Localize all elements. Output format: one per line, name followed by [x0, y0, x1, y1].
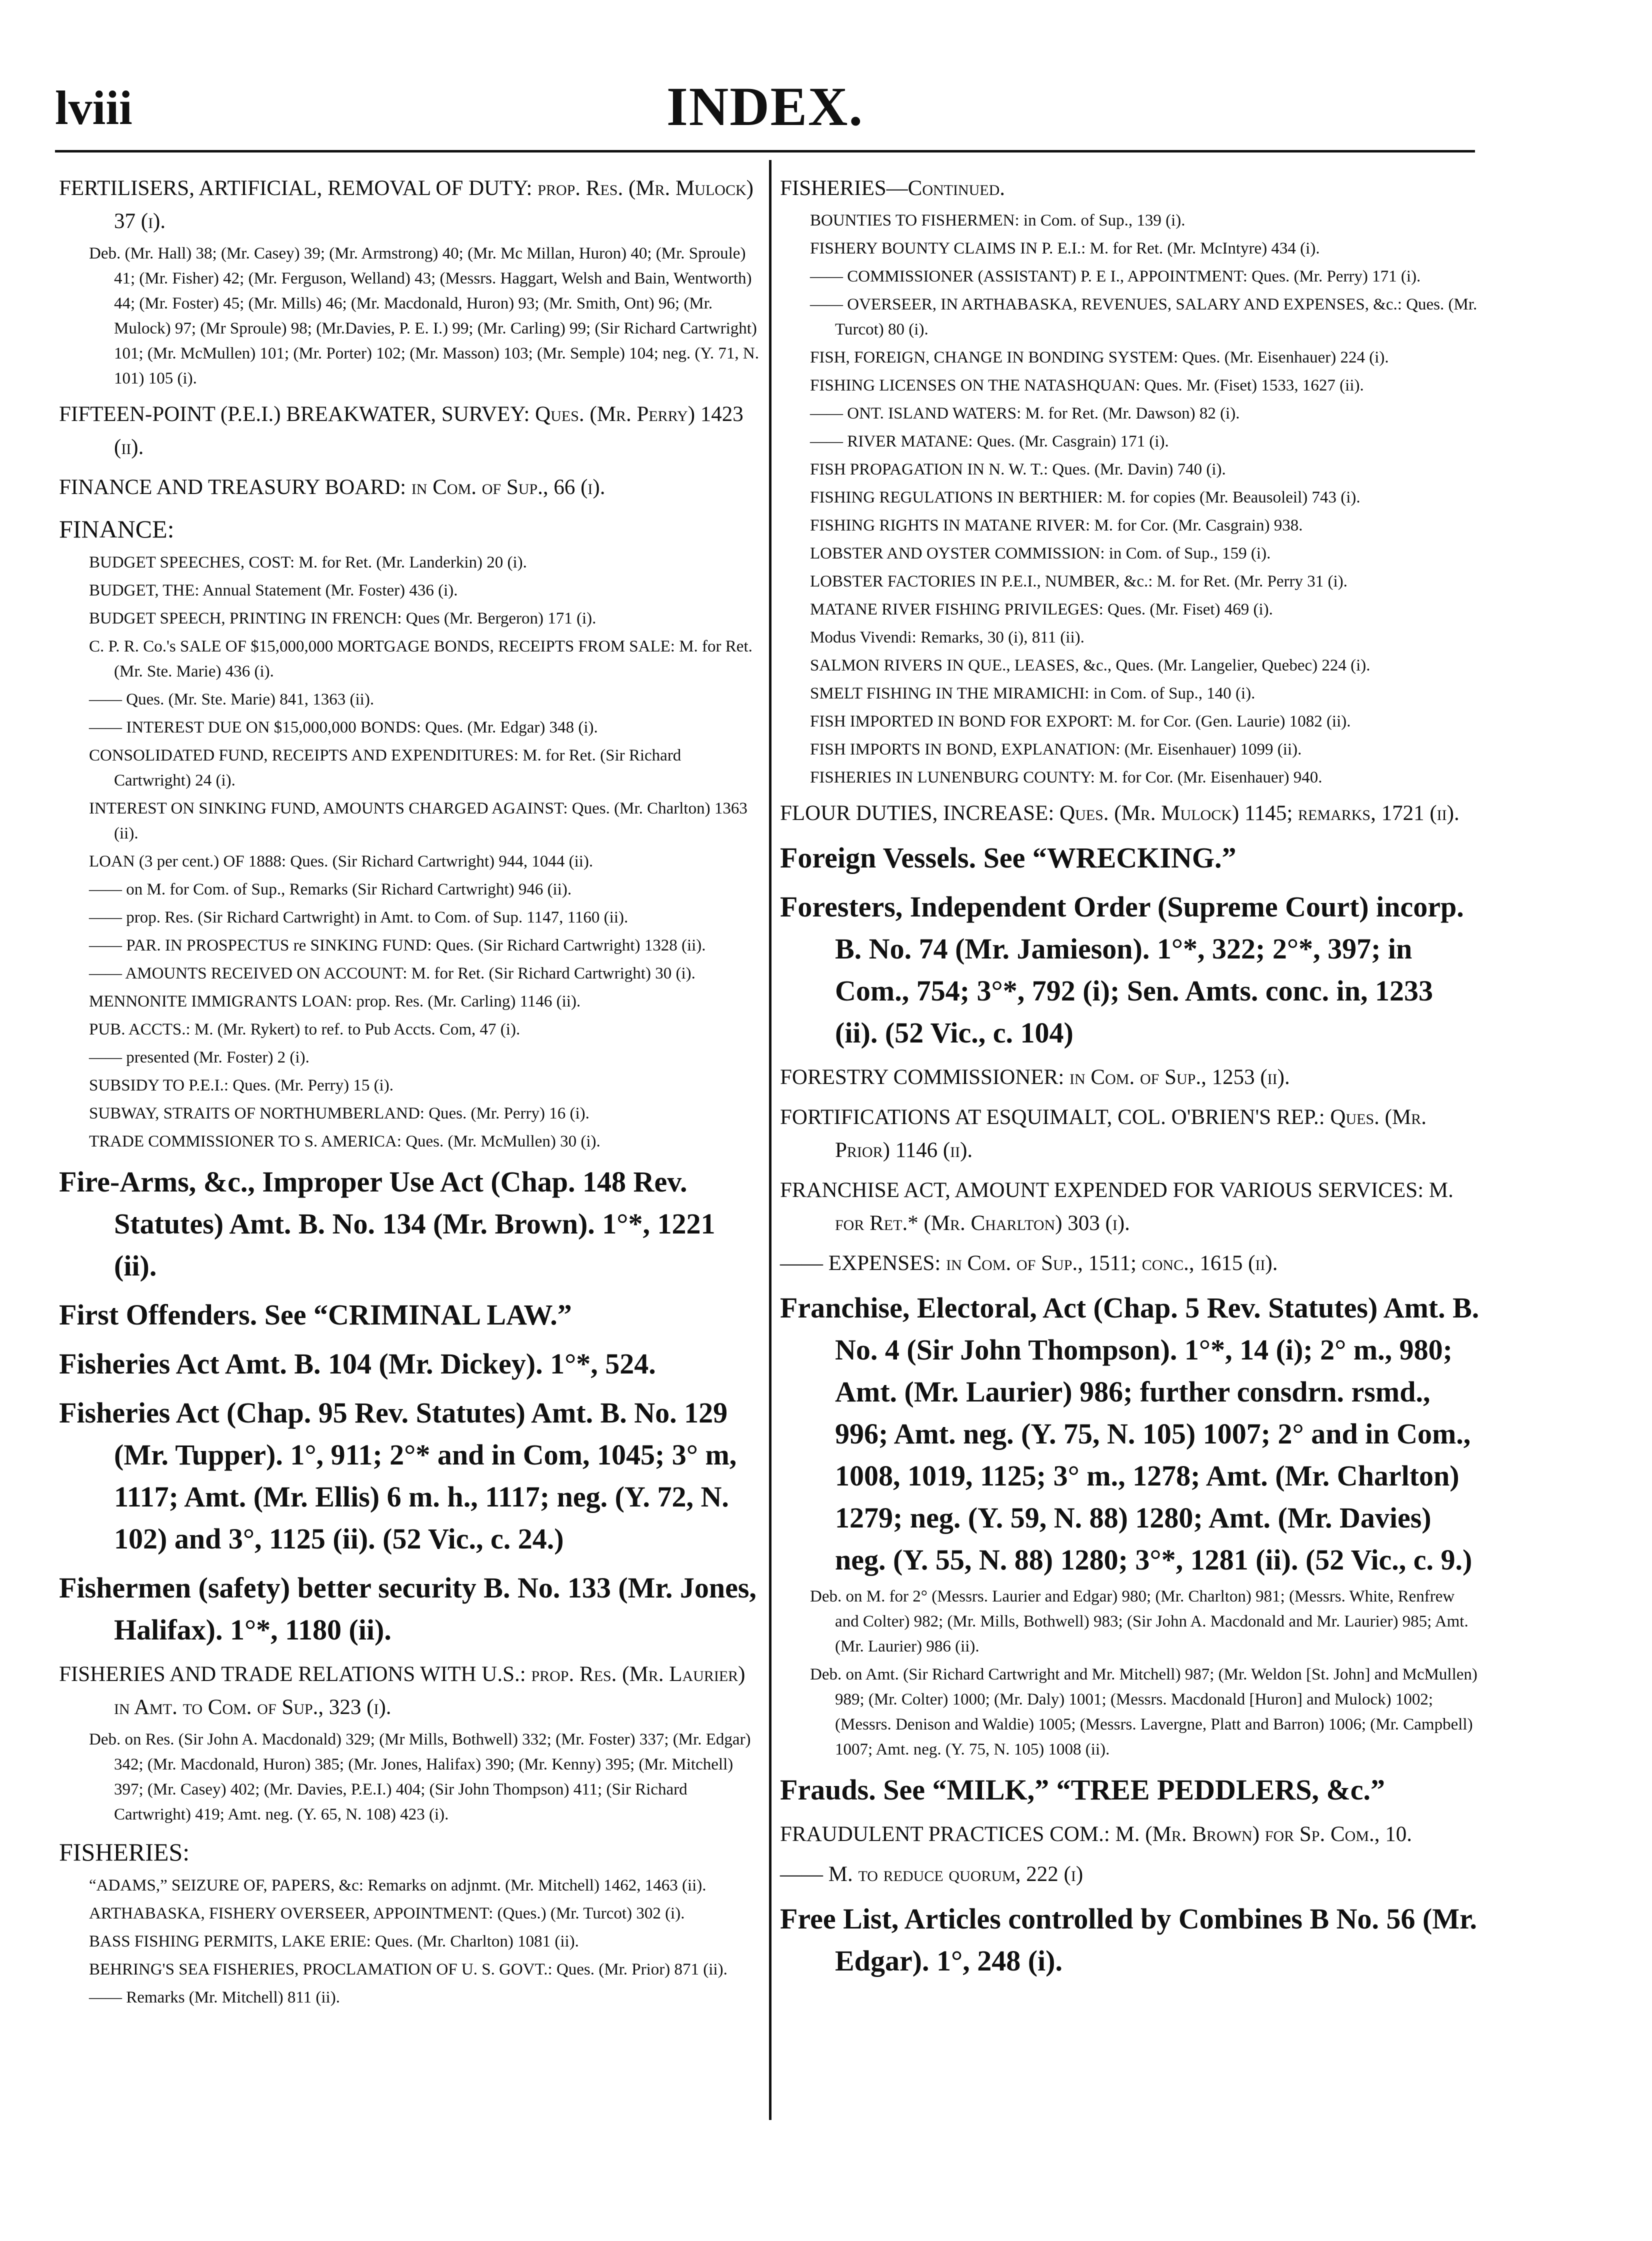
index-entry: —— PAR. IN PROSPECTUS re SINKING FUND: Ques. (Sir Richard Cartwright) 1328 (ii).	[89, 936, 706, 954]
index-entry: Fisheries Act Amt. B. 104 (Mr. Dickey). 1°*, 524.	[59, 1348, 656, 1380]
index-entry: C. P. R. Co.'s SALE OF $15,000,000 MORTGAGE BONDS, RECEIPTS FROM SALE: M. for Ret. (Mr. Ste. Marie) 436 (i).	[89, 638, 752, 680]
index-entry: Deb. on Res. (Sir John A. Macdonald) 329; (Mr Mills, Bothwell) 332; (Mr. Foster) 337; (Mr. Edgar) 342; (Mr. Macdonald, Huron) 385; (Mr. Jones, Halifax) 390; (Mr. Kenny) 395; (Mr. Mitchell) 397; (Mr. Casey) 402; (Mr. Davies, P.E.I.) 404; (Sir John Thompson) 411; (Sir Richard Cartwright) 419; Amt. neg. (Y. 65, N. 108) 423 (i).	[89, 1730, 751, 1824]
index-entry: FIFTEEN-POINT (P.E.I.) BREAKWATER, SURVEY: Ques. (Mr. Perry) 1423 (ii).	[59, 402, 744, 459]
index-entry: FISHERY BOUNTY CLAIMS IN P. E.I.: M. for Ret. (Mr. McIntyre) 434 (i).	[810, 240, 1320, 258]
index-entry: LOBSTER FACTORIES IN P.E.I., NUMBER, &c.: M. for Ret. (Mr. Perry 31 (i).	[810, 572, 1348, 590]
index-entry: FISHING REGULATIONS IN BERTHIER: M. for copies (Mr. Beausoleil) 743 (i).	[810, 488, 1360, 506]
index-entry: ARTHABASKA, FISHERY OVERSEER, APPOINTMENT: (Ques.) (Mr. Turcot) 302 (i).	[89, 1904, 685, 1922]
index-entry: —— Ques. (Mr. Ste. Marie) 841, 1363 (ii).	[89, 690, 374, 708]
index-entry: BUDGET SPEECH, PRINTING IN FRENCH: Ques (Mr. Bergeron) 171 (i).	[89, 610, 596, 628]
index-entry: LOBSTER AND OYSTER COMMISSION: in Com. of Sup., 159 (i).	[810, 544, 1271, 562]
index-entry: FORTIFICATIONS AT ESQUIMALT, COL. O'BRIEN'S REP.: Ques. (Mr. Prior) 1146 (ii).	[780, 1106, 1426, 1162]
index-entry: FISHING LICENSES ON THE NATASHQUAN: Ques. Mr. (Fiset) 1533, 1627 (ii).	[810, 376, 1364, 394]
right-column	[780, 165, 1480, 1982]
index-heading: FISHERIES:	[59, 1838, 190, 1866]
index-entry: Frauds. See “MILK,” “TREE PEDDLERS, &c.”	[780, 1774, 1386, 1806]
index-entry: —— COMMISSIONER (ASSISTANT) P. E I., APPOINTMENT: Ques. (Mr. Perry) 171 (i).	[810, 268, 1421, 286]
index-entry: —— EXPENSES: in Com. of Sup., 1511; conc., 1615 (ii).	[780, 1252, 1278, 1275]
index-entry: BEHRING'S SEA FISHERIES, PROCLAMATION OF U. S. GOVT.: Ques. (Mr. Prior) 871 (ii).	[89, 1960, 728, 1978]
index-entry: FISH IMPORTS IN BOND, EXPLANATION: (Mr. Eisenhauer) 1099 (ii).	[810, 740, 1302, 758]
index-entry: Foresters, Independent Order (Supreme Court) incorp. B. No. 74 (Mr. Jamieson). 1°*, 322; 2°*, 397; in Com., 754; 3°*, 792 (i); Sen. Amts. conc. in, 1233 (ii). (52 Vic., c. 104)	[780, 890, 1464, 1049]
index-entry: FLOUR DUTIES, INCREASE: Ques. (Mr. Mulock) 1145; remarks, 1721 (ii).	[780, 802, 1460, 825]
column-divider	[769, 160, 772, 2120]
index-entry: FISH IMPORTED IN BOND FOR EXPORT: M. for Cor. (Gen. Laurie) 1082 (ii).	[810, 712, 1351, 730]
index-entry: MATANE RIVER FISHING PRIVILEGES: Ques. (Mr. Fiset) 469 (i).	[810, 600, 1273, 618]
index-entry: FISHERIES—Continued.	[780, 176, 1006, 200]
index-entry: Modus Vivendi: Remarks, 30 (i), 811 (ii).	[810, 628, 1084, 646]
index-entry: BOUNTIES TO FISHERMEN: in Com. of Sup., 139 (i).	[810, 212, 1186, 230]
index-entry: —— M. to reduce quorum, 222 (i)	[780, 1862, 1084, 1886]
index-entry: FORESTRY COMMISSIONER: in Com. of Sup., 1253 (ii).	[780, 1066, 1290, 1089]
index-heading: FINANCE:	[59, 515, 174, 543]
index-entry: CONSOLIDATED FUND, RECEIPTS AND EXPENDITURES: M. for Ret. (Sir Richard Cartwright) 24 (i).	[89, 746, 682, 790]
index-entry: Franchise, Electoral, Act (Chap. 5 Rev. Statutes) Amt. B. No. 4 (Sir John Thompson). 1°*, 14 (i); 2° m., 980; Amt. (Mr. Laurier) 986; further consdrn. rsmd., 996; Amt. neg. (Y. 75, N. 105) 1007; 2° and in Com., 1008, 1019, 1125; 3° m., 1278; Amt. (Mr. Charlton) 1279; neg. (Y. 59, N. 88) 1280; Amt. (Mr. Davies) neg. (Y. 55, N. 88) 1280; 3°*, 1281 (ii). (52 Vic., c. 9.)	[780, 1292, 1480, 1576]
index-entry: PUB. ACCTS.: M. (Mr. Rykert) to ref. to Pub Accts. Com, 47 (i).	[89, 1020, 520, 1038]
index-entry: FISHERIES IN LUNENBURG COUNTY: M. for Cor. (Mr. Eisenhauer) 940.	[810, 768, 1322, 786]
left-column	[59, 165, 759, 2010]
index-entry: —— on M. for Com. of Sup., Remarks (Sir Richard Cartwright) 946 (ii).	[89, 880, 572, 898]
index-entry: —— OVERSEER, IN ARTHABASKA, REVENUES, SALARY AND EXPENSES, &c.: Ques. (Mr. Turcot) 80 (i).	[810, 296, 1478, 338]
index-entry: FISH PROPAGATION IN N. W. T.: Ques. (Mr. Davin) 740 (i).	[810, 460, 1226, 478]
index-entry: BASS FISHING PERMITS, LAKE ERIE: Ques. (Mr. Charlton) 1081 (ii).	[89, 1932, 579, 1950]
index-entry: TRADE COMMISSIONER TO S. AMERICA: Ques. (Mr. McMullen) 30 (i).	[89, 1132, 600, 1150]
index-entry: —— prop. Res. (Sir Richard Cartwright) in Amt. to Com. of Sup. 1147, 1160 (ii).	[89, 908, 628, 926]
index-entry: Deb. on Amt. (Sir Richard Cartwright and Mr. Mitchell) 987; (Mr. Weldon [St. John] and McMullen) 989; (Mr. Colter) 1000; (Mr. Daly) 1001; (Messrs. Macdonald [Huron] and Mulock) 1002; (Messrs. Denison and Waldie) 1005; (Messrs. Lavergne, Platt and Barron) 1006; (Mr. Campbell) 1007; Amt. neg. (Y. 75, N. 105) 1008 (ii).	[810, 1666, 1478, 1758]
index-entry: —— AMOUNTS RECEIVED ON ACCOUNT: M. for Ret. (Sir Richard Cartwright) 30 (i).	[89, 964, 696, 982]
index-entry: FISHERIES AND TRADE RELATIONS WITH U.S.: prop. Res. (Mr. Laurier) in Amt. to Com. of Sup., 323 (i).	[59, 1662, 746, 1719]
index-entry: Fisheries Act (Chap. 95 Rev. Statutes) Amt. B. No. 129 (Mr. Tupper). 1°, 911; 2°* and in Com, 1045; 3° m, 1117; Amt. (Mr. Ellis) 6 m. h., 1117; neg. (Y. 72, N. 102) and 3°, 1125 (ii). (52 Vic., c. 24.)	[59, 1396, 737, 1555]
index-entry: —— presented (Mr. Foster) 2 (i).	[89, 1048, 310, 1066]
index-entry: SUBWAY, STRAITS OF NORTHUMBERLAND: Ques. (Mr. Perry) 16 (i).	[89, 1104, 590, 1122]
index-entry: BUDGET SPEECHES, COST: M. for Ret. (Mr. Landerkin) 20 (i).	[89, 554, 527, 572]
index-entry: BUDGET, THE: Annual Statement (Mr. Foster) 436 (i).	[89, 582, 458, 600]
page-number: lviii	[55, 81, 132, 134]
index-entry: First Offenders. See “CRIMINAL LAW.”	[59, 1298, 572, 1331]
index-entry: —— RIVER MATANE: Ques. (Mr. Casgrain) 171 (i).	[810, 432, 1169, 450]
index-entry: LOAN (3 per cent.) OF 1888: Ques. (Sir Richard Cartwright) 944, 1044 (ii).	[89, 852, 594, 870]
index-entry: Fishermen (safety) better security B. No. 133 (Mr. Jones, Halifax). 1°*, 1180 (ii).	[59, 1572, 756, 1646]
page-title: INDEX.	[666, 76, 864, 137]
index-entry: SALMON RIVERS IN QUE., LEASES, &c., Ques. (Mr. Langelier, Quebec) 224 (i).	[810, 656, 1370, 674]
index-entry: INTEREST ON SINKING FUND, AMOUNTS CHARGED AGAINST: Ques. (Mr. Charlton) 1363 (ii).	[89, 800, 748, 842]
index-entry: —— INTEREST DUE ON $15,000,000 BONDS: Ques. (Mr. Edgar) 348 (i).	[89, 718, 598, 736]
index-entry: Free List, Articles controlled by Combines B No. 56 (Mr. Edgar). 1°, 248 (i).	[780, 1902, 1478, 1977]
index-entry: FISHING RIGHTS IN MATANE RIVER: M. for Cor. (Mr. Casgrain) 938.	[810, 516, 1303, 534]
index-entry: Deb. on M. for 2° (Messrs. Laurier and Edgar) 980; (Mr. Charlton) 981; (Messrs. White, Renfrew and Colter) 982; (Mr. Mills, Bothwell) 983; (Sir John A. Macdonald and Mr. Laurier) 985; Amt. (Mr. Laurier) 986 (ii).	[810, 1588, 1468, 1656]
index-entry: FINANCE AND TREASURY BOARD: in Com. of Sup., 66 (i).	[59, 476, 606, 499]
index-entry: SMELT FISHING IN THE MIRAMICHI: in Com. of Sup., 140 (i).	[810, 684, 1256, 702]
index-entry: FRANCHISE ACT, AMOUNT EXPENDED FOR VARIOUS SERVICES: M. for Ret.* (Mr. Charlton) 303 (i).	[780, 1178, 1454, 1235]
header-rule	[55, 150, 1475, 152]
page-header	[55, 75, 1475, 135]
index-entry: SUBSIDY TO P.E.I.: Ques. (Mr. Perry) 15 (i).	[89, 1076, 394, 1094]
index-entry: —— Remarks (Mr. Mitchell) 811 (ii).	[89, 1988, 340, 2006]
index-entry: Foreign Vessels. See “WRECKING.”	[780, 842, 1236, 874]
index-entry: Fire-Arms, &c., Improper Use Act (Chap. 148 Rev. Statutes) Amt. B. No. 134 (Mr. Brown). 1°*, 1221 (ii).	[59, 1166, 716, 1282]
index-entry: FERTILISERS, ARTIFICIAL, REMOVAL OF DUTY: prop. Res. (Mr. Mulock) 37 (i).	[59, 176, 754, 233]
index-entry: —— ONT. ISLAND WATERS: M. for Ret. (Mr. Dawson) 82 (i).	[810, 404, 1240, 422]
index-entry: FISH, FOREIGN, CHANGE IN BONDING SYSTEM: Ques. (Mr. Eisenhauer) 224 (i).	[810, 348, 1389, 366]
index-entry: Deb. (Mr. Hall) 38; (Mr. Casey) 39; (Mr. Armstrong) 40; (Mr. Mc Millan, Huron) 40; (Mr. Sproule) 41; (Mr. Fisher) 42; (Mr. Ferguson, Welland) 43; (Messrs. Haggart, Welsh and Bain, Wentworth) 44; (Mr. Foster) 45; (Mr. Mills) 46; (Mr. Macdonald, Huron) 93; (Mr. Smith, Ont) 96; (Mr. Mulock) 97; (Mr Sproule) 98; (Mr.Davies, P. E. I.) 99; (Mr. Carling) 99; (Sir Richard Cartwright) 101; (Mr. McMullen) 101; (Mr. Porter) 102; (Mr. Masson) 103; (Mr. Semple) 104; neg. (Y. 71, N. 101) 105 (i).	[89, 244, 759, 388]
index-entry: “ADAMS,” SEIZURE OF, PAPERS, &c: Remarks on adjnmt. (Mr. Mitchell) 1462, 1463 (ii).	[89, 1876, 706, 1894]
index-entry: MENNONITE IMMIGRANTS LOAN: prop. Res. (Mr. Carling) 1146 (ii).	[89, 992, 581, 1010]
index-entry: FRAUDULENT PRACTICES COM.: M. (Mr. Brown) for Sp. Com., 10.	[780, 1822, 1412, 1846]
